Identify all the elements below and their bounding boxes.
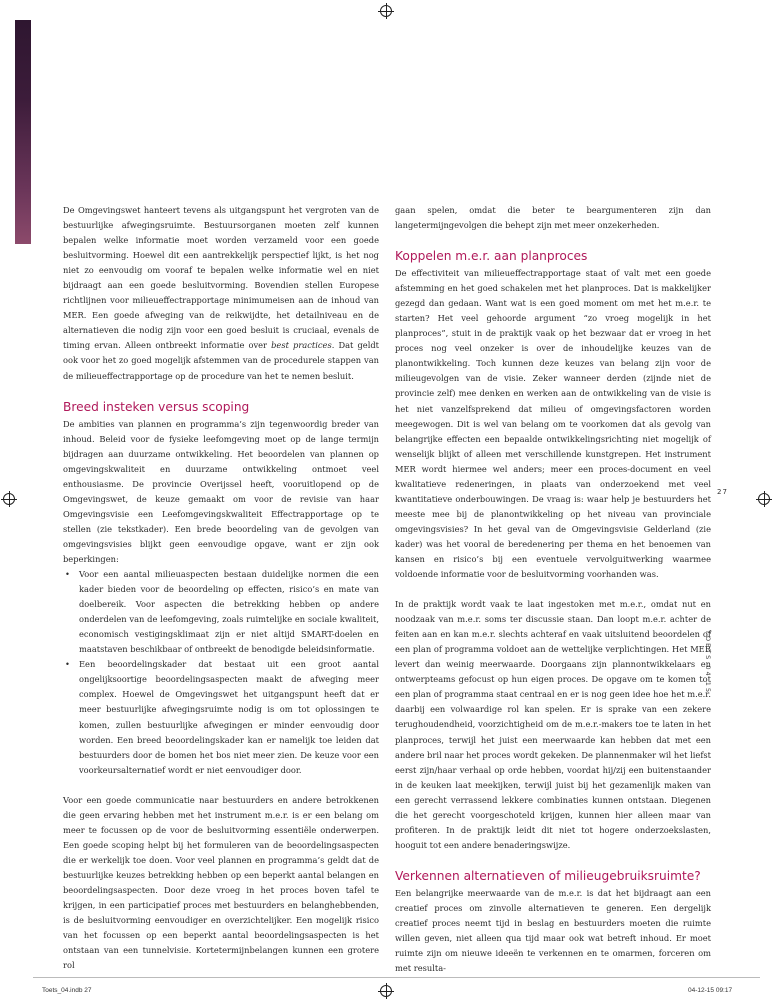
list-item: • Voor een aantal milieuaspecten bestaan duidelijke normen die een kader bieden voor de beoordeling op effecten, risico’s en mate van doelbereik. Voor aspecten die betrekking hebben op andere onderdelen van de leefomgeving, zoals ruimtelijke en sociale kwaliteit, economisch vestigingsklimaat zijn er niet altijd SMART-doelen en maatstaven beschikbaar of ontbreekt de benodigde beleidsinformatie. bbox=[63, 567, 379, 657]
heading-koppelen: Koppelen m.e.r. aan planproces bbox=[395, 249, 588, 264]
left-column bbox=[63, 203, 379, 988]
registration-mark-left bbox=[3, 493, 15, 505]
right-column bbox=[395, 203, 711, 991]
heading-verkennen: Verkennen alternatieven of milieugebruiksruimte? bbox=[395, 868, 701, 883]
bullet-list bbox=[63, 567, 379, 778]
decorative-photo-strip bbox=[15, 20, 31, 244]
paragraph-intro: De Omgevingswet hanteert tevens als uitgangspunt het vergroten van de bestuurlijke afwegingsruimte. Bestuursorganen moeten zelf kunnen bepalen welke informatie moet worden verzameld voor een goede besluitvorming. Hoewel dit een aantrekkelijk perspectief lijkt, is het nog niet zo eenvoudig om vooraf te bepalen welke informatie wel en niet bijdraagt aan een goede besluitvorming. Bovendien stellen Europese richtlijnen voor milieueffectrapportage minimumeisen aan de inhoud van MER. Een goede afweging van de reikwijdte, het detailniveau en de alternatieven die nodig zijn voor een goed besluit is cruciaal, evenals de timing ervan. Alleen ontbreekt informatie over best practices. Dat geldt ook voor het zo goed mogelijk afstemmen van de procedurele stappen van de milieueffectrapportage op de procedure van het te nemen besluit. bbox=[63, 205, 380, 381]
paragraph-communicatie: Voor een goede communicatie naar bestuurders en andere betrokkenen die geen ervaring hebben met het instrument m.e.r. is er een belang om meer te focussen op de voor de besluitvorming essentiële onderwerpen. Een goede scoping helpt bij het formuleren van de beoordelingsaspecten die er werkelijk toe doen. Voor veel plannen en programma’s geldt dat de bestuurlijke keuzes betrekking hebben op een beperkt aantal belangen en beoordelingsaspecten. Door deze vroeg in het proces boven tafel te krijgen, in een participatief proces met bestuurders en belanghebbenden, is de besluitvorming eenvoudiger en overzichtelijker. Een mogelijk risico van het focussen op een beperkt aantal beoordelingsaspecten is het ontstaan van een tunnelvisie. Kortetermijnbelangen kunnen een grotere rol bbox=[63, 794, 379, 971]
page-number: 27 bbox=[717, 488, 728, 496]
paragraph-continuation: gaan spelen, omdat die beter te beargumenteren zijn dan langetermijngevolgen die behept zijn met meer onzekerheden. bbox=[395, 205, 711, 231]
registration-mark-right bbox=[758, 493, 770, 505]
paragraph-ambities: De ambities van plannen en programma’s zijn tegenwoordig breder van inhoud. Beleid voor de fysieke leefomgeving moet op de lange termijn bijdragen aan duurzame ontwikkeling. Het beoordelen van plannen op omgevingskwaliteit en duurzame ontwikkeling ontmoet veel enthousiasme. De provincie Overijssel heeft, vooruitlopend op de Omgevingswet, de keuze gemaakt om voor de revisie van haar Omgevingsvisie een Leefomgevingskwaliteit Effectrapportage op te stellen (zie tekstkader). Een brede beoordeling van de gevolgen van omgevingsvisies blijkt geen eenvoudige opgave, want er zijn ook beperkingen: bbox=[63, 418, 379, 564]
magazine-issue-label: TOETS 04 15 bbox=[704, 630, 712, 694]
paragraph-meerwaarde: Een belangrijke meerwaarde van de m.e.r. is dat het bijdraagt aan een creatief proces om zinvolle alternatieven te generen. Een dergelijk creatief proces neemt tijd in beslag en bestuurders moeten die ruimte willen geven, niet alleen qua tijd maar ook wat betreft inhoud. Er moet ruimte zijn om nieuwe ideeën te verkennen en te omarmen, forceren om met resulta- bbox=[395, 887, 711, 974]
slug-timestamp: 04-12-15 09:17 bbox=[688, 987, 733, 994]
paragraph-praktijk: In de praktijk wordt vaak te laat ingestoken met m.e.r., omdat nut en noodzaak van m.e.r. soms ter discussie staan. Dan loopt m.e.r. achter de feiten aan en kan m.e.r. slechts achteraf en vaak uitsluitend beoordelen of een plan of programma voldoet aan de wettelijke verplichtingen. Het MER levert dan weinig meerwaarde. Doorgaans zijn plannontwikkelaars en ontwerpteams gefocust op hun eigen proces. De opgave om te komen tot een plan of programma staat centraal en er is nog geen idee hoe het m.e.r. daarbij een volwaardige rol kan spelen. Er is sprake van een zekere terughoudendheid, voorzichtigheid om de m.e.r.-makers toe te laten in het planproces, terwijl het juist een meerwaarde kan hebben dat met een andere bril naar het proces wordt gekeken. De plannenmaker wil het liefst eerst zijn/haar verhaal op orde hebben, voordat hij/zij een buitenstaander in de keuken laat meekijken, terwijl juist bij het gezamenlijk maken van een gerecht verrassend lekkere combinaties kunnen ontstaan. Diegenen die het gerecht voorgeschoteld krijgen, kunnen hier alleen maar van profiteren. In de praktijk leidt dit niet tot hogere onderzoekslasten, hooguit tot een andere benaderingswijze. bbox=[395, 599, 711, 850]
print-slug-line bbox=[33, 977, 760, 1001]
registration-mark-top bbox=[380, 5, 392, 17]
slug-filename: Toets_04.indb 27 bbox=[42, 987, 92, 994]
paragraph-effectiviteit: De effectiviteit van milieueffectrapportage staat of valt met een goede afstemming en het goed schakelen met het planproces. Dat is makkelijker gezegd dan gedaan. Want wat is een goed moment om met het m.e.r. te starten? Het veel gehoorde argument “zo vroeg mogelijk in het planproces”, stuit in de praktijk vaak op het bezwaar dat er vroeg in het proces nog veel onzeker is over de inhoudelijke keuzes van de planontwikkeling. Toch kunnen deze keuzes van belang zijn voor de milieugevolgen van de visie. Zeker wanneer derden (zijnde niet de provincie zelf) mee denken en werken aan de ontwikkeling van de visie is het niet vanzelfsprekend dat milieu of omgevingsfactoren worden meegewogen. Dit is wel van belang om te voorkomen dat als gevolg van belangrijke effecten een bepaalde ontwikkelingsrichting niet mogelijk of wenselijk blijkt of alleen met verschillende kunstgrepen. Het instrument MER wordt hiermee wel anders; meer een proces-document en veel kwalitatieve redeneringen, in plaats van onderzoekend met veel kwantitatieve onderbouwingen. De vraag is: waar help je bestuurders het meeste mee bij de planontwikkeling op het niveau van provinciale omgevingsvisies? In het geval van de Omgevingsvisie Gelderland (zie kader) was het vooral de beredenering per thema en het benoemen van kansen en risico’s bij een eventuele vervolguitwerking waarmee voldoende informatie voor de besluitvorming voorhanden was. bbox=[395, 268, 711, 580]
emphasis-best-practices: best practices bbox=[271, 340, 332, 351]
list-item: • Een beoordelingskader dat bestaat uit een groot aantal ongelijksoortige beoordelingsaspecten maakt de afweging meer complex. Hoewel de Omgevingswet het uitgangspunt heeft dat er meer bestuurlijke afwegingsruimte nodig is om tot oplossingen te komen, zullen bestuurlijke afwegingen er minder eenvoudig door worden. Een breed beoordelingskader kan er namelijk toe leiden dat bestuurders door de bomen het bos niet meer zien. De keuze voor een voorkeursalternatief wordt er niet eenvoudiger door. bbox=[63, 657, 379, 777]
heading-breed-insteken: Breed insteken versus scoping bbox=[63, 399, 250, 414]
